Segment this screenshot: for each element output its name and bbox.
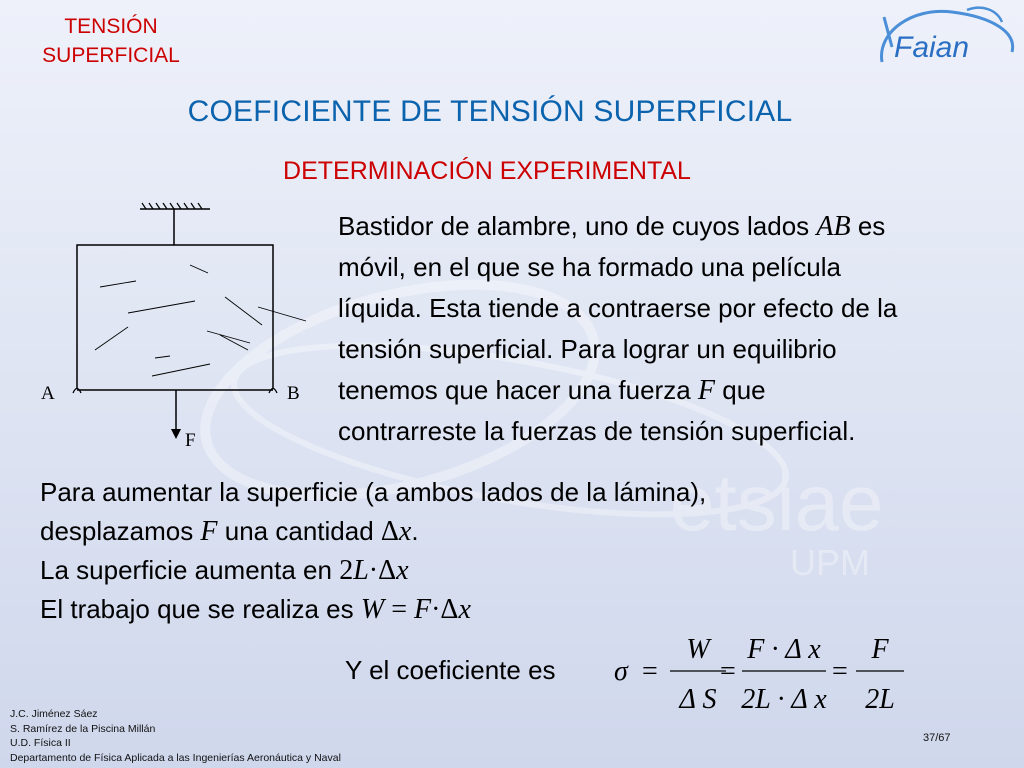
page-title: COEFICIENTE DE TENSIÓN SUPERFICIAL bbox=[187, 95, 793, 128]
wire-frame-diagram bbox=[30, 195, 320, 455]
page-subtitle: DETERMINACIÓN EXPERIMENTAL bbox=[283, 157, 691, 185]
description-line: líquida. Esta tiende a contraerse por efecto de la bbox=[338, 293, 898, 323]
derivation-line: El trabajo que se realiza es W = F·Δx bbox=[40, 594, 471, 625]
formula-delta-s: Δ S bbox=[679, 684, 717, 715]
section-title-line1: TENSIÓN bbox=[64, 15, 158, 38]
section-title bbox=[16, 12, 206, 70]
formula-f: F bbox=[871, 634, 889, 665]
surface-tension-formula bbox=[610, 628, 910, 718]
label-b: B bbox=[287, 383, 300, 404]
faian-logo bbox=[872, 2, 1022, 82]
description-line: móvil, en el que se ha formado una película bbox=[338, 252, 841, 282]
footer-unit: U.D. Física II bbox=[10, 737, 71, 749]
formula-sigma: σ bbox=[614, 656, 628, 687]
label-a: A bbox=[41, 383, 55, 404]
description-line: Bastidor de alambre, uno de cuyos lados AB es bbox=[338, 211, 886, 242]
footer-department: Departamento de Física Aplicada a las Ingenierías Aeronáutica y Naval bbox=[10, 751, 341, 764]
formula-2l-dx: 2L · Δ x bbox=[741, 684, 827, 715]
description-paragraph bbox=[338, 206, 1018, 452]
description-line: contrarreste la fuerzas de tensión superficial. bbox=[338, 416, 856, 446]
formula-w: W bbox=[686, 634, 710, 665]
formula-2l: 2L bbox=[865, 684, 895, 715]
credits-footer bbox=[10, 707, 341, 765]
coefficient-label: Y el coeficiente es bbox=[345, 655, 556, 685]
logo-text: Faian bbox=[894, 31, 970, 64]
formula-f-dx: F · Δ x bbox=[747, 634, 821, 665]
formula-equals: = bbox=[720, 656, 736, 687]
section-title-line2: SUPERFICIAL bbox=[42, 44, 180, 67]
derivation-line: Para aumentar la superficie (a ambos lados de la lámina), bbox=[40, 477, 707, 507]
footer-author-1: J.C. Jiménez Sáez bbox=[10, 708, 98, 720]
derivation-paragraph bbox=[40, 473, 920, 629]
formula-equals: = bbox=[642, 656, 658, 687]
watermark-text-upm: UPM bbox=[790, 542, 870, 583]
watermark-text-etsiae: etsiae bbox=[670, 458, 884, 547]
formula-equals: = bbox=[832, 656, 848, 687]
derivation-line: desplazamos F una cantidad Δx. bbox=[40, 516, 419, 547]
page-number: 37/67 bbox=[923, 732, 951, 744]
footer-author-2: S. Ramírez de la Piscina Millán bbox=[10, 722, 156, 735]
derivation-line: La superficie aumenta en 2L·Δx bbox=[40, 555, 409, 586]
label-f: F bbox=[185, 430, 196, 451]
description-line: tenemos que hacer una fuerza F que bbox=[338, 375, 766, 406]
description-line: tensión superficial. Para lograr un equilibrio bbox=[338, 334, 837, 364]
